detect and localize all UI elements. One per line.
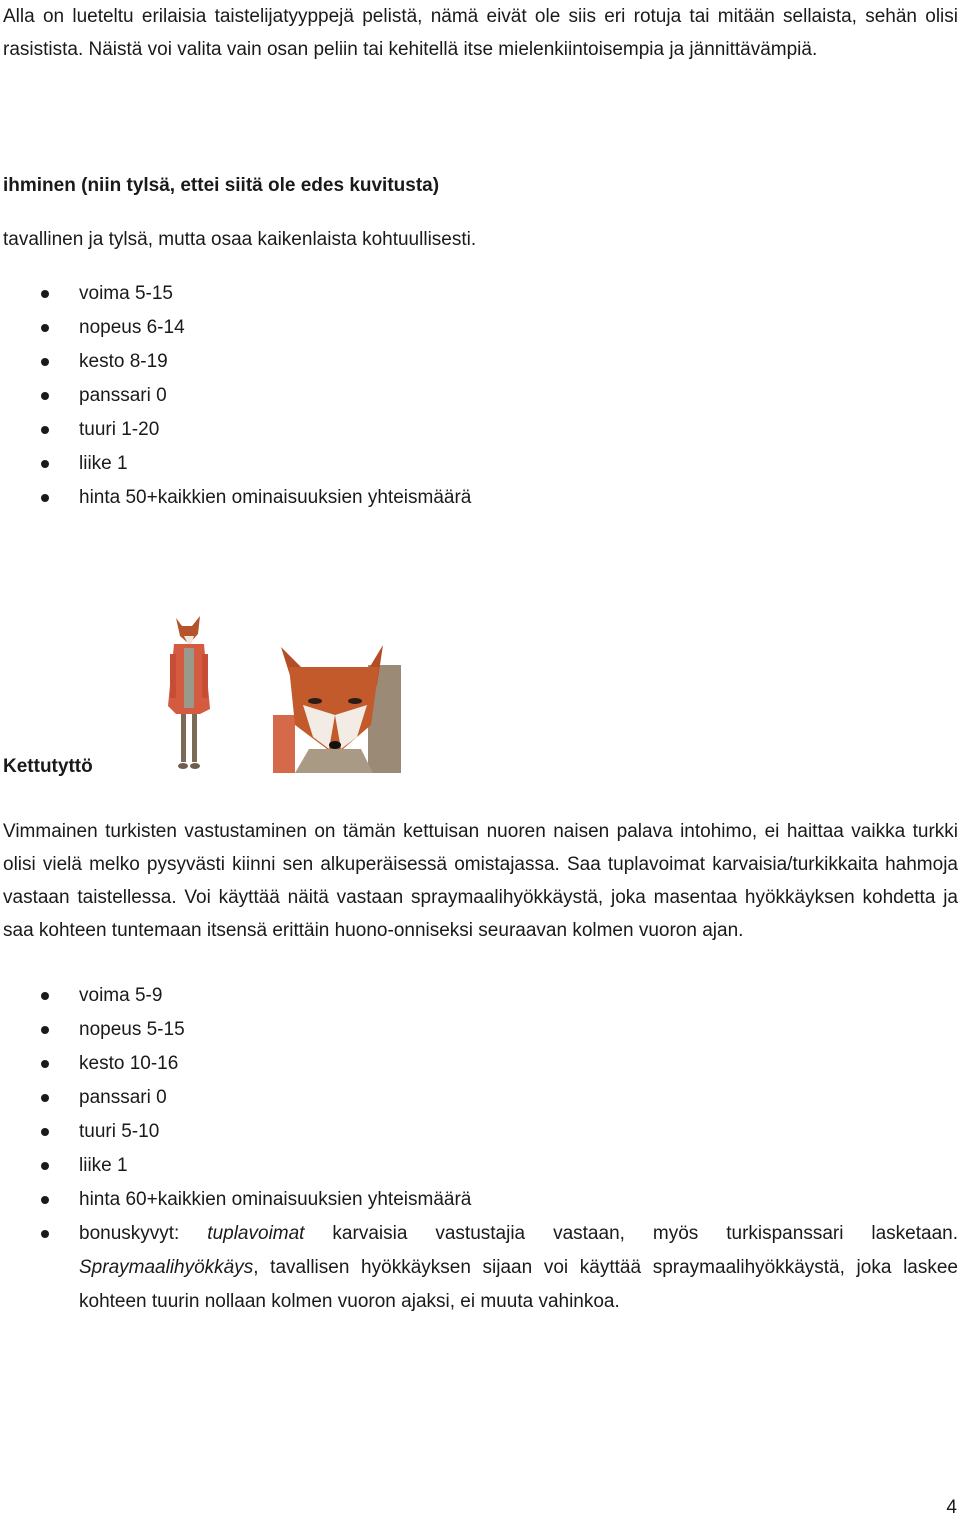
list-item: hinta 50+kaikkien ominaisuuksien yhteismäärä — [0, 481, 958, 515]
list-item: kesto 10-16 — [0, 1047, 958, 1081]
fox-description: Vimmainen turkisten vastustaminen on tämän kettuisan nuoren naisen palava intohimo, ei haittaa vaikka turkki olisi vielä melko pysyvästi kiinni sen alkuperäisessä omistajassa. Saa tuplavoimat karvaisia/turkikkaita hahmoja vastaan taistellessa. Voi käyttää näitä vastaan spraymaalihyökkäystä, joka masentaa hyökkäyksen kohdetta ja saa kohteen tuntemaan itsensä erittäin huono-onniseksi seuraavan kolmen vuoron ajan. — [3, 821, 958, 941]
list-item: tuuri 5-10 — [0, 1115, 958, 1149]
list-item: nopeus 5-15 — [0, 1013, 958, 1047]
bullet-icon — [41, 992, 49, 1000]
list-item: hinta 60+kaikkien ominaisuuksien yhteismäärä — [0, 1183, 958, 1217]
bullet-icon — [41, 1060, 49, 1068]
bullet-icon — [41, 1094, 49, 1102]
bullet-icon — [41, 460, 49, 468]
bullet-icon — [41, 1230, 49, 1238]
bullet-icon — [41, 1162, 49, 1170]
bullet-icon — [41, 494, 49, 502]
bonus-abilities-item: bonuskyvyt: tuplavoimat karvaisia vastustajia vastaan, myös turkispanssari lasketaan. Spraymaalihyökkäys, tavallisen hyökkäyksen sijaan voi käyttää spraymaalihyökkäystä, joka laskee kohteen tuurin nollaan kolmen vuoron ajaksi, ei muuta vahinkoa. — [0, 1217, 958, 1319]
fox-head-portrait-image — [273, 645, 401, 773]
list-item: liike 1 — [0, 1149, 958, 1183]
bullet-icon — [41, 290, 49, 298]
fox-girl-full-body-image — [162, 614, 216, 774]
ability-name: Spraymaalihyökkäys — [79, 1257, 254, 1278]
list-item: tuuri 1-20 — [0, 413, 958, 447]
human-description: tavallinen ja tylsä, mutta osaa kaikenlaista kohtuullisesti. — [3, 229, 477, 250]
list-item: panssari 0 — [0, 379, 958, 413]
list-item: nopeus 6-14 — [0, 311, 958, 345]
bullet-icon — [41, 426, 49, 434]
bullet-icon — [41, 392, 49, 400]
bullet-icon — [41, 1128, 49, 1136]
ability-name: tuplavoimat — [207, 1223, 305, 1244]
bullet-icon — [41, 358, 49, 366]
human-heading: ihminen (niin tylsä, ettei siitä ole edes kuvitusta) — [3, 175, 440, 196]
fox-heading: Kettutyttö — [3, 756, 93, 777]
fox-stats-list — [0, 979, 958, 1319]
list-item: kesto 8-19 — [0, 345, 958, 379]
list-item: panssari 0 — [0, 1081, 958, 1115]
human-stats-list — [0, 277, 958, 515]
bullet-icon — [41, 1196, 49, 1204]
bullet-icon — [41, 324, 49, 332]
intro-paragraph: Alla on lueteltu erilaisia taistelijatyyppejä pelistä, nämä eivät ole siis eri rotuja tai mitään sellaista, sehän olisi rasistista. Näistä voi valita vain osan peliin tai kehitellä itse mielenkiintoisempia ja jännittävämpiä. — [3, 6, 958, 60]
bullet-icon — [41, 1026, 49, 1034]
page-number: 4 — [946, 1497, 957, 1518]
list-item: voima 5-9 — [0, 979, 958, 1013]
list-item: voima 5-15 — [0, 277, 958, 311]
list-item: liike 1 — [0, 447, 958, 481]
